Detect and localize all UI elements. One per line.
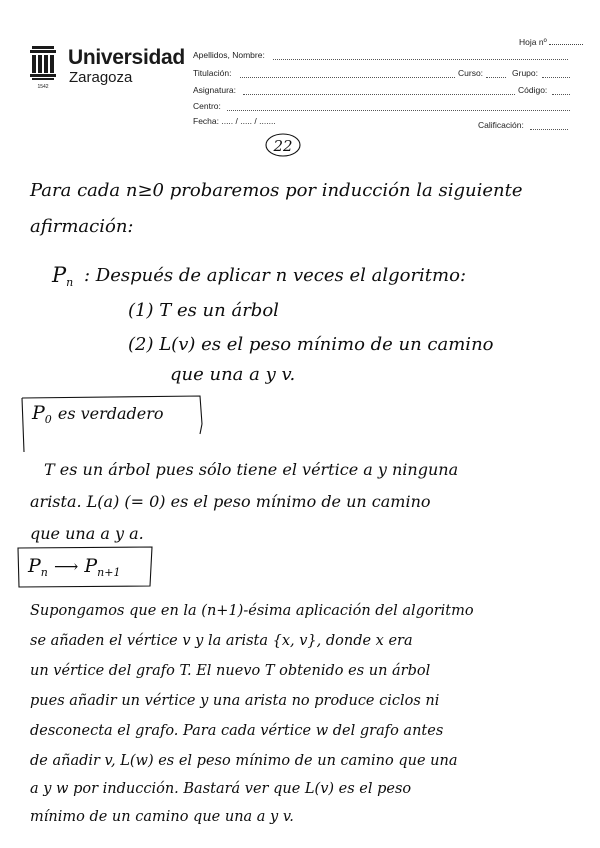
statement-pn — [52, 265, 73, 288]
step-left-symbol: P — [28, 555, 41, 577]
university-logo — [28, 44, 185, 90]
inductive-step-heading — [28, 557, 120, 578]
course-label: Curso: — [458, 68, 484, 78]
page-number-circled — [264, 133, 302, 157]
intro-line-1: Para cada n≥0 probaremos por inducción la siguiente — [30, 180, 523, 201]
course-blank[interactable] — [486, 70, 506, 78]
step-line-7: a y w por inducción. Bastará ver que L(v) es el peso — [30, 781, 412, 797]
subject-blank[interactable] — [243, 87, 515, 95]
sheet-number-blank[interactable] — [549, 37, 583, 45]
base-case-heading — [32, 404, 164, 425]
implication-arrow-icon: ⟶ — [53, 557, 79, 577]
degree-label: Titulación: — [193, 68, 232, 78]
base-line-3: que una a y a. — [30, 524, 144, 543]
university-name: Universidad — [68, 46, 185, 69]
university-crest-icon — [28, 44, 58, 90]
center-blank[interactable] — [227, 103, 570, 111]
names-field — [193, 50, 265, 60]
course-field — [458, 68, 483, 78]
page-number: 22 — [273, 137, 293, 155]
group-blank[interactable] — [542, 70, 570, 78]
condition-1: (1) T es un árbol — [128, 300, 279, 321]
step-line-5: desconecta el grafo. Para cada vértice w del grafo antes — [30, 723, 444, 739]
step-line-1: Supongamos que en la (n+1)-ésima aplicación del algoritmo — [30, 603, 474, 619]
center-field — [193, 101, 221, 111]
university-city: Zaragoza — [69, 69, 133, 86]
step-line-6: de añadir v, L(w) es el peso mínimo de un camino que una — [30, 753, 458, 769]
degree-blank[interactable] — [240, 70, 455, 78]
sheet-number-field — [519, 37, 583, 47]
degree-field — [193, 68, 231, 78]
base-case-box — [18, 394, 204, 454]
base-symbol: P — [32, 402, 45, 424]
pn-subscript: n — [66, 276, 74, 289]
date-label: Fecha: ..... / ..... / ....... — [193, 116, 276, 126]
code-field — [518, 85, 547, 95]
grade-label: Calificación: — [478, 120, 524, 130]
sheet-number-label: Hoja nº — [519, 37, 547, 47]
step-right-subscript: n+1 — [97, 566, 121, 579]
grade-blank[interactable] — [530, 122, 568, 130]
date-field — [193, 116, 276, 126]
step-line-3: un vértice del grafo T. El nuevo T obtenido es un árbol — [30, 663, 431, 679]
intro-line-2: afirmación: — [30, 216, 134, 237]
step-line-8: mínimo de un camino que una a y v. — [30, 809, 294, 825]
grade-field — [478, 120, 524, 130]
center-label: Centro: — [193, 101, 221, 111]
subject-field — [193, 85, 236, 95]
pn-description: : Después de aplicar n veces el algoritmo: — [84, 265, 467, 286]
step-line-4: pues añadir un vértice y una arista no produce ciclos ni — [30, 693, 440, 709]
base-line-2: arista. L(a) (= 0) es el peso mínimo de un camino — [30, 492, 431, 511]
pn-symbol: P — [52, 263, 67, 287]
names-blank[interactable] — [273, 52, 568, 60]
step-line-2: se añaden el vértice v y la arista {x, v}, donde x era — [30, 633, 413, 649]
inductive-step-box — [14, 544, 156, 590]
base-case-label: es verdadero — [57, 404, 164, 423]
step-right-symbol: P — [84, 555, 98, 577]
base-subscript: 0 — [44, 413, 52, 426]
subject-label: Asignatura: — [193, 85, 236, 95]
condition-2: (2) L(v) es el peso mínimo de un camino — [128, 334, 494, 355]
base-line-1: T es un árbol pues sólo tiene el vértice a y ninguna — [44, 460, 459, 479]
code-blank[interactable] — [552, 87, 570, 95]
group-label: Grupo: — [512, 68, 538, 78]
group-field — [512, 68, 538, 78]
crest-year: 1542 — [37, 84, 49, 90]
step-left-subscript: n — [40, 566, 48, 579]
condition-2-continued: que una a y v. — [170, 364, 296, 385]
names-label: Apellidos, Nombre: — [193, 50, 265, 60]
code-label: Código: — [518, 85, 548, 95]
